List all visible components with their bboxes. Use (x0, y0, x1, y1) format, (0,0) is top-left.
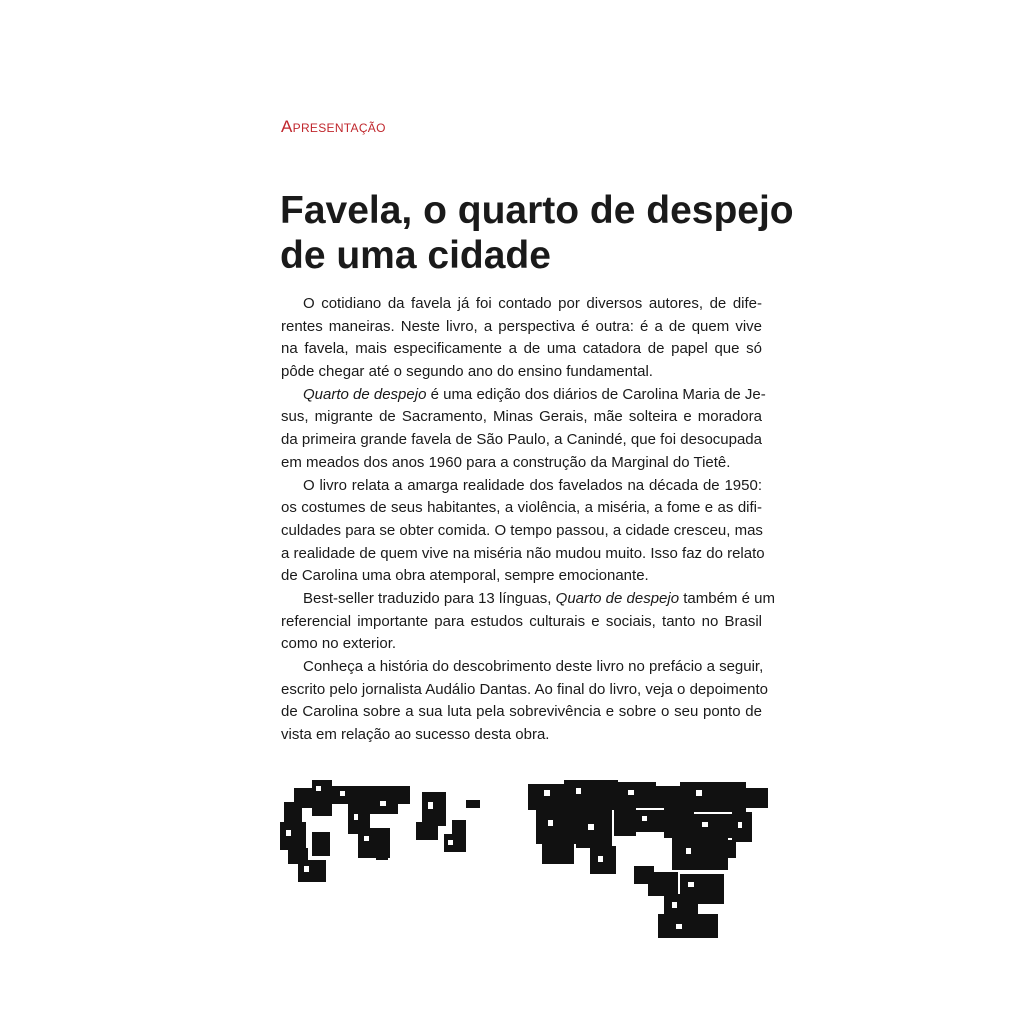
chapter-title (280, 188, 800, 278)
text-line: O cotidiano da favela já foi contado por diversos autores, de dife- (303, 295, 762, 312)
text-line: culdades para se obter comida. O tempo passou, a cidade cresceu, mas (281, 521, 763, 539)
text-line: Conheça a história do descobrimento deste livro no prefácio a seguir, (303, 658, 764, 675)
text-line: pôde chegar até o segundo ano do ensino fundamental. (281, 363, 653, 381)
text-line: os costumes de seus habitantes, a violência, a miséria, a fome e as difi- (281, 499, 762, 517)
text-line: sus, migrante de Sacramento, Minas Gerais, mãe solteira e moradora (281, 408, 762, 426)
left-house-cluster (280, 780, 480, 882)
book-title-italic: Quarto de despejo (303, 385, 427, 403)
text-line: rentes maneiras. Neste livro, a perspectiva é outra: é a de quem vive (281, 317, 762, 335)
text-line (281, 588, 775, 611)
section-kicker: Apresentação (281, 117, 386, 136)
text-line: na favela, mais especificamente a de uma catadora de papel que só (281, 340, 762, 358)
text-line: escrito pelo jornalista Audálio Dantas. Ao final do livro, veja o depoimento (281, 680, 768, 698)
text-line (281, 384, 766, 407)
text-line: de Carolina uma obra atemporal, sempre emocionante. (281, 567, 649, 585)
text-line: da primeira grande favela de São Paulo, a Canindé, que foi desocupada (281, 431, 762, 449)
text-line: de Carolina sobre a sua luta pela sobrevivência e sobre o seu ponto de (281, 703, 762, 721)
text-fragment: Best-seller traduzido para 13 línguas, (303, 589, 556, 607)
text-line: vista em relação ao sucesso desta obra. (281, 726, 550, 744)
text-line: a realidade de quem vive na miséria não mudou muito. Isso faz do relato (281, 544, 765, 562)
text-fragment: é uma edição dos diários de Carolina Maria de Je- (426, 385, 766, 403)
text-line: em meados dos anos 1960 para a construção da Marginal do Tietê. (281, 453, 731, 471)
text-fragment: também é um (679, 589, 775, 607)
text-line: referencial importante para estudos culturais e sociais, tanto no Brasil (281, 612, 762, 630)
text-line: como no exterior. (281, 635, 397, 653)
favela-houses-illustration (276, 774, 776, 944)
book-title-italic: Quarto de despejo (555, 589, 680, 607)
text-line: O livro relata a amarga realidade dos favelados na década de 1950: (303, 476, 762, 494)
chapter-title-line: de uma cidade (280, 234, 551, 277)
chapter-title-line: Favela, o quarto de despejo (280, 189, 794, 232)
right-house-cluster (528, 780, 768, 938)
body-text (281, 293, 775, 747)
